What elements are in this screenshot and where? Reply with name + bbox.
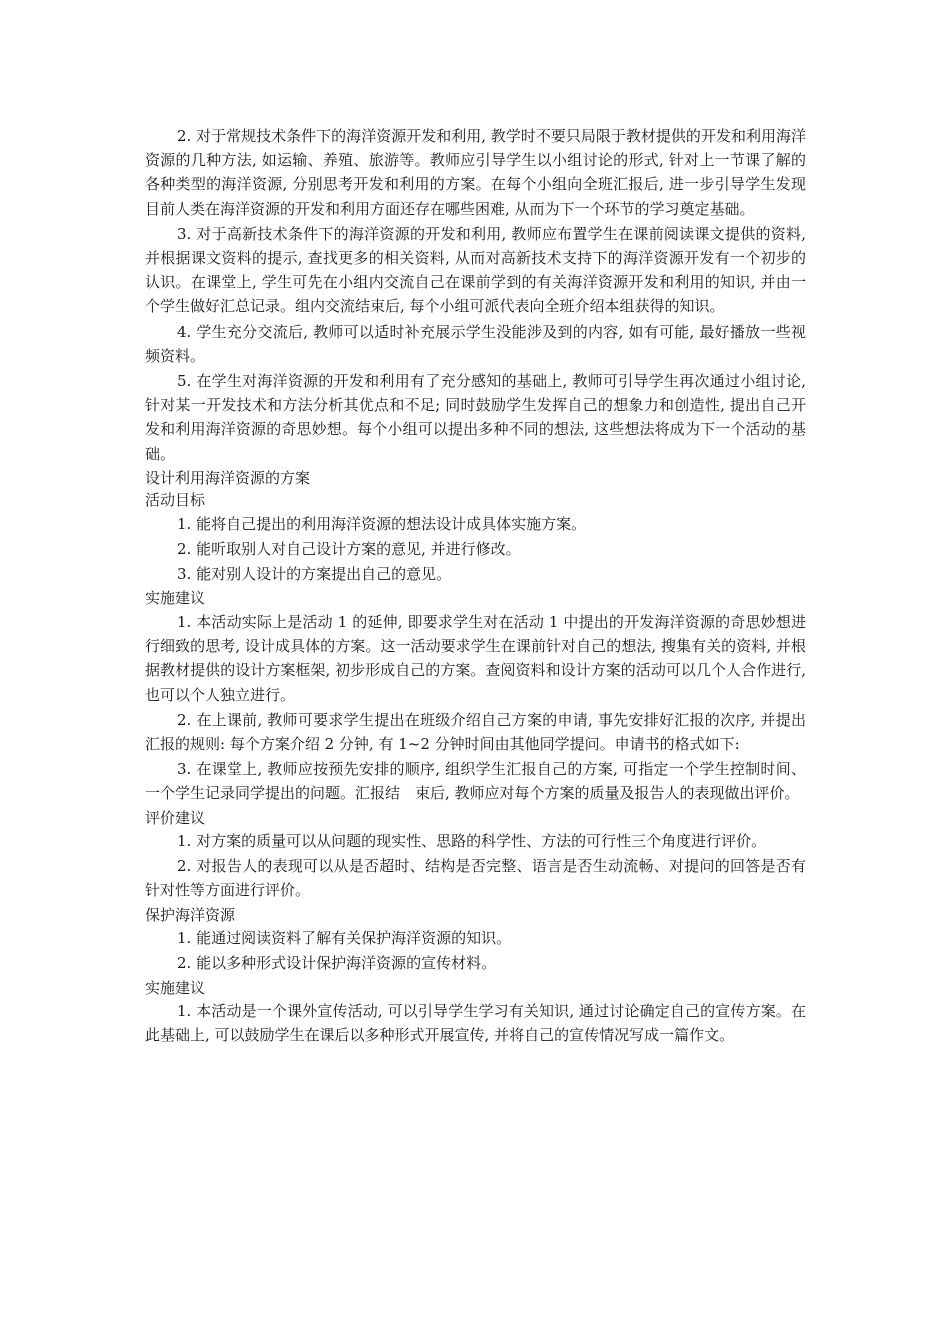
paragraph-point-4-supplement: 4. 学生充分交流后, 教师可以适时补充展示学生没能涉及到的内容, 如有可能, 最好播放一些视频资料。 bbox=[145, 322, 806, 365]
heading-implementation-2: 实施建议 bbox=[145, 978, 206, 997]
protect-item-1: 1. 能通过阅读资料了解有关保护海洋资源的知识。 bbox=[177, 929, 512, 948]
paragraph-point-2-conventional: 2. 对于常规技术条件下的海洋资源开发和利用, 教学时不要只局限于教材提供的开发和利用海洋资源的几种方法, 如运输、养殖、旅游等。教师应引导学生以小组讨论的形式, 针对上一节课了解的各种类型的海洋资源, 分别思考开发和利用的方案。在每个小组向全班汇报后, 进一步引导学生发现目前人类在海洋资源的开发和利用方面还存在哪些困难, 从而为下一个环节的学习奠定基础。 bbox=[145, 127, 806, 218]
goal-item-3: 3. 能对别人设计的方案提出自己的意见。 bbox=[177, 565, 452, 584]
heading-protect-ocean: 保护海洋资源 bbox=[145, 905, 236, 924]
implementation2-item-1: 1. 本活动是一个课外宣传活动, 可以引导学生学习有关知识, 通过讨论确定自己的宣传方案。在此基础上, 可以鼓励学生在课后以多种形式开展宣传, 并将自己的宣传情况写成一篇作文。 bbox=[145, 1002, 806, 1045]
heading-implementation-1: 实施建议 bbox=[145, 589, 206, 608]
evaluation-item-1: 1. 对方案的质量可以从问题的现实性、思路的科学性、方法的可行性三个角度进行评价。 bbox=[177, 832, 767, 851]
heading-activity-goals: 活动目标 bbox=[145, 491, 206, 510]
implementation-item-1: 1. 本活动实际上是活动 1 的延伸, 即要求学生对在活动 1 中提出的开发海洋资源的奇思妙想进行细致的思考, 设计成具体的方案。这一活动要求学生在课前针对自己的想法, 搜集有关的资料, 并根据教材提供的设计方案框架, 初步形成自己的方案。查阅资料和设计方案的活动可以几个人合作进行, 也可以个人独立进行。 bbox=[145, 612, 806, 704]
document-page bbox=[145, 124, 806, 1049]
implementation-item-2: 2. 在上课前, 教师可要求学生提出在班级介绍自己方案的申请, 事先安排好汇报的次序, 并提出汇报的规则: 每个方案介绍 2 分钟, 有 1~2 分钟时间由其他同学提问。申请书的格式如下: bbox=[145, 710, 806, 753]
paragraph-point-5-discussion: 5. 在学生对海洋资源的开发和利用有了充分感知的基础上, 教师可引导学生再次通过小组讨论, 针对某一开发技术和方法分析其优点和不足; 同时鼓励学生发挥自己的想象力和创造性, 提出自己开发和利用海洋资源的奇思妙想。每个小组可以提出多种不同的想法, 这些想法将成为下一个活动的基础。 bbox=[145, 372, 806, 463]
evaluation-item-2: 2. 对报告人的表现可以从是否超时、结构是否完整、语言是否生动流畅、对提问的回答是否有针对性等方面进行评价。 bbox=[145, 857, 806, 900]
heading-design-plan: 设计利用海洋资源的方案 bbox=[145, 468, 311, 487]
goal-item-1: 1. 能将自己提出的利用海洋资源的想法设计成具体实施方案。 bbox=[177, 514, 587, 533]
protect-item-2: 2. 能以多种形式设计保护海洋资源的宣传材料。 bbox=[177, 954, 497, 973]
paragraph-point-3-hightech: 3. 对于高新技术条件下的海洋资源的开发和利用, 教师应布置学生在课前阅读课文提供的资料, 并根据课文资料的提示, 查找更多的相关资料, 从而对高新技术支持下的海洋资源开发有一个初步的认识。在课堂上, 学生可先在小组内交流自己在课前学到的有关海洋资源开发和利用的知识, 并由一个学生做好汇总记录。组内交流结束后, 每个小组可派代表向全班介绍本组获得的知识。 bbox=[145, 224, 806, 316]
implementation-item-3: 3. 在课堂上, 教师应按预先安排的顺序, 组织学生汇报自己的方案, 可指定一个学生控制时间、一个学生记录同学提出的问题。汇报结 束后, 教师应对每个方案的质量及报告人的表现做出评价。 bbox=[145, 760, 806, 803]
goal-item-2: 2. 能听取别人对自己设计方案的意见, 并进行修改。 bbox=[177, 540, 521, 559]
heading-evaluation: 评价建议 bbox=[145, 808, 206, 827]
